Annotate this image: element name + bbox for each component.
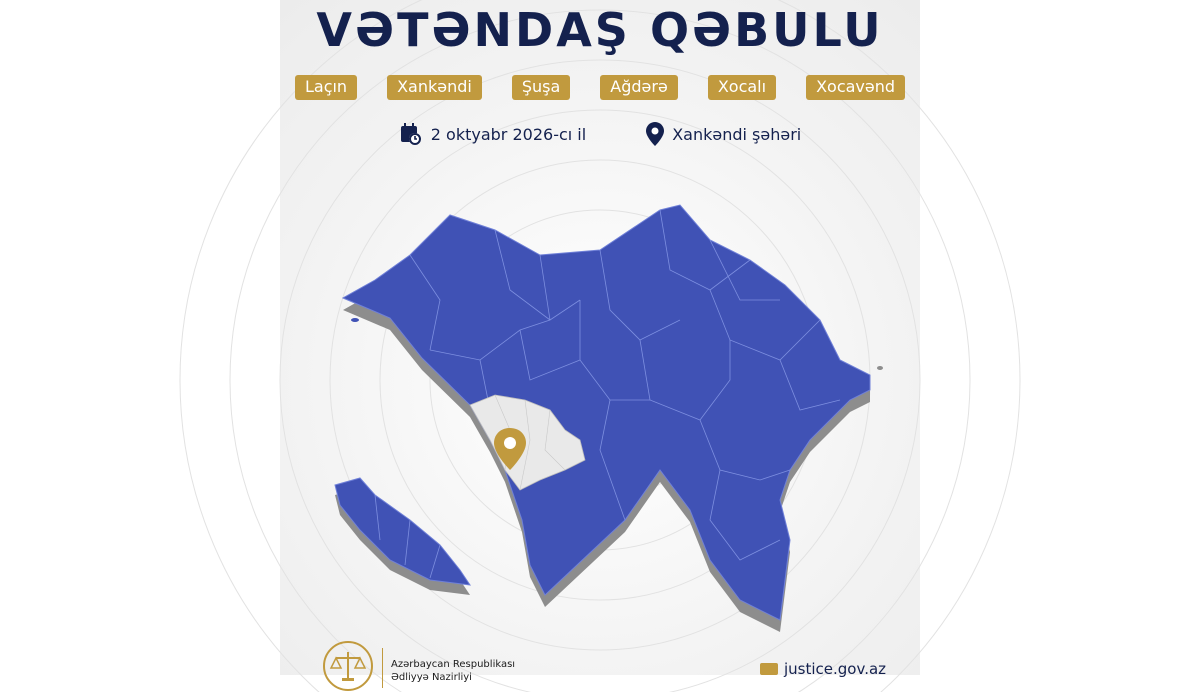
event-date-text: 2 oktyabr 2026-cı il — [430, 124, 587, 144]
scales-emblem-icon — [322, 640, 374, 692]
poster — [280, 0, 920, 683]
website-link[interactable]: justice.gov.az — [784, 660, 887, 678]
district-tag: Şuşa — [512, 75, 570, 100]
web-card-icon — [760, 663, 778, 675]
island — [351, 318, 359, 322]
event-location-text: Xankəndi şəhəri — [672, 124, 802, 144]
district-tag: Laçın — [295, 75, 357, 100]
organization-name — [391, 658, 515, 684]
organization-line1: Azərbaycan Respublikası — [391, 659, 516, 670]
footer-divider — [382, 648, 383, 688]
page-title: VƏTƏNDAŞ QƏBULU — [316, 3, 884, 57]
organization-line2: Ədliyyə Nazirliyi — [391, 672, 472, 683]
footer-organization — [322, 640, 515, 692]
footer-website[interactable] — [760, 660, 886, 678]
azerbaijan-map — [280, 0, 920, 675]
district-tag: Ağdərə — [600, 75, 678, 100]
district-tag: Xocavənd — [806, 75, 905, 100]
island — [877, 366, 883, 370]
district-tag: Xocalı — [708, 75, 776, 100]
district-tag: Xankəndi — [387, 75, 482, 100]
